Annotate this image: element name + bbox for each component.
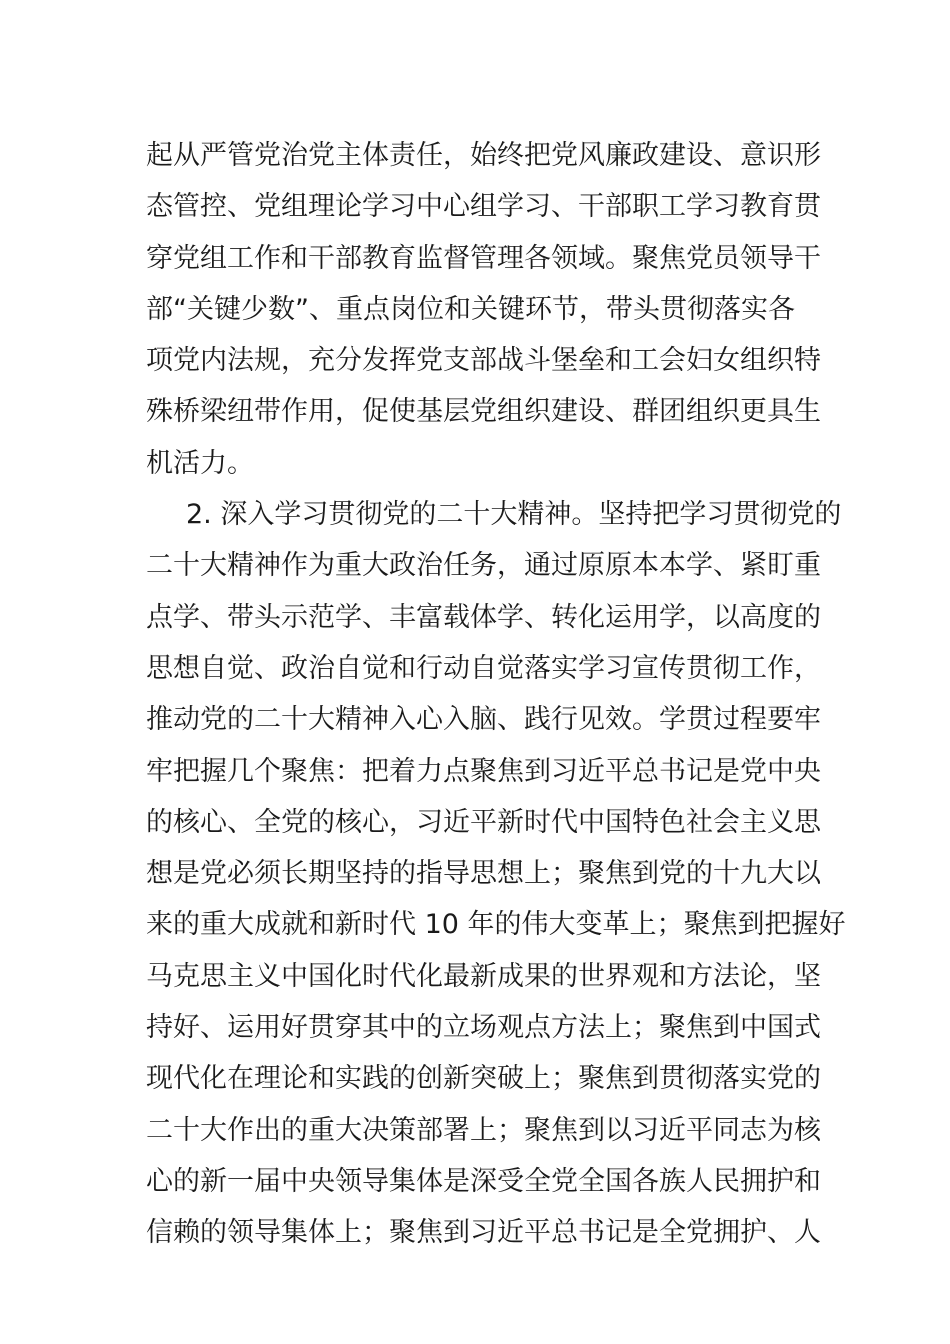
text-line: 态管控、党组理论学习中心组学习、干部职工学习教育贯 <box>146 191 821 223</box>
section-heading-line: 2. 深入学习贯彻党的二十大精神。坚持把学习贯彻党的 <box>186 499 842 531</box>
text-line: 穿党组工作和干部教育监督管理各领域。聚焦党员领导干 <box>146 242 821 274</box>
text-line: 二十大精神作为重大政治任务，通过原原本本学、紧盯重 <box>146 550 821 582</box>
text-line: 持好、运用好贯穿其中的立场观点方法上；聚焦到中国式 <box>146 1012 821 1044</box>
text-line: 牢把握几个聚焦：把着力点聚焦到习近平总书记是党中央 <box>146 755 821 787</box>
text-line: 马克思主义中国化时代化最新成果的世界观和方法论，坚 <box>146 960 821 992</box>
text-line: 殊桥梁纽带作用，促使基层党组织建设、群团组织更具生 <box>146 396 821 428</box>
body-text <box>146 130 846 1259</box>
text-line: 信赖的领导集体上；聚焦到习近平总书记是全党拥护、人 <box>146 1217 821 1249</box>
text-line: 现代化在理论和实践的创新突破上；聚焦到贯彻落实党的 <box>146 1063 821 1095</box>
text-line: 思想自觉、政治自觉和行动自觉落实学习宣传贯彻工作， <box>146 652 821 684</box>
text-line: 点学、带头示范学、丰富载体学、转化运用学，以高度的 <box>146 601 821 633</box>
text-line: 项党内法规，充分发挥党支部战斗堡垒和工会妇女组织特 <box>146 345 821 377</box>
text-line: 心的新一届中央领导集体是深受全党全国各族人民拥护和 <box>146 1165 821 1197</box>
text-line: 机活力。 <box>146 447 254 479</box>
text-line: 部“关键少数”、重点岗位和关键环节，带头贯彻落实各 <box>146 293 795 325</box>
text-line: 想是党必须长期坚持的指导思想上；聚焦到党的十九大以 <box>146 858 821 890</box>
text-line: 起从严管党治党主体责任，始终把党风廉政建设、意识形 <box>146 140 821 171</box>
text-line: 二十大作出的重大决策部署上；聚焦到以习近平同志为核 <box>146 1114 821 1146</box>
text-line: 来的重大成就和新时代 10 年的伟大变革上；聚焦到把握好 <box>146 909 846 941</box>
text-line: 推动党的二十大精神入心入脑、践行见效。学贯过程要牢 <box>146 704 821 736</box>
text-line: 的核心、全党的核心，习近平新时代中国特色社会主义思 <box>146 806 821 838</box>
